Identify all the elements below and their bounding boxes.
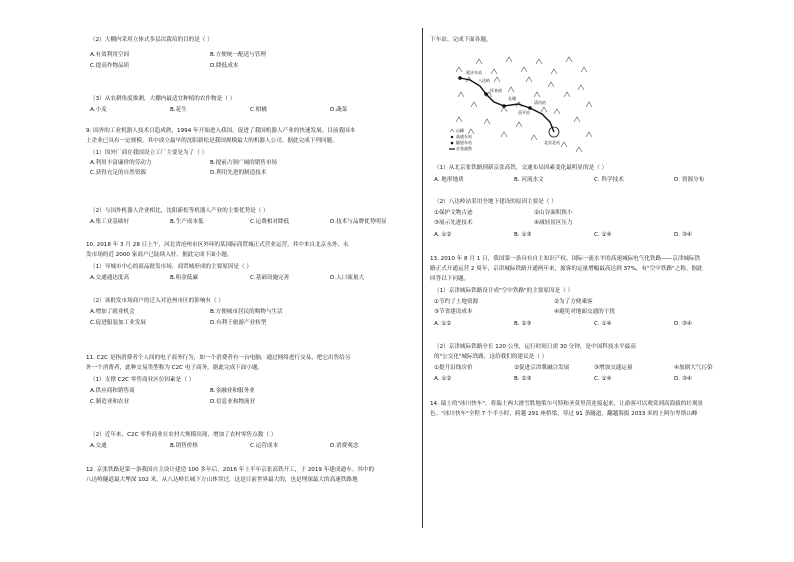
- question-text: （1）从北京张铁路到新京张高铁，交通布局因素变化最明显的是（ ）: [434, 165, 608, 171]
- statement: ①保护文物古迹: [434, 210, 473, 216]
- option: D.人口流量大: [330, 275, 365, 281]
- statement: ④加剧大气污染: [674, 365, 713, 371]
- map-label: 怀来南: [490, 88, 502, 93]
- option: A. 地形地质: [434, 177, 464, 183]
- question-intro: 发市场的近 2000 家商户已陆续入驻。据此完成下面小题。: [86, 252, 233, 258]
- option: B.花生: [170, 107, 187, 113]
- question-text: （1）导城市中心的商品批发市场，商贸城形成的主要原因是（ ）: [90, 264, 252, 270]
- option: D.蔬菜: [330, 107, 348, 113]
- legend-item: 高速车站: [456, 134, 472, 139]
- option: B.方便统一配送与管理: [210, 52, 266, 58]
- question-text: （2）与国外机器人企业相比，沈阳新松等机器人产业的主要优势是（ ）: [90, 208, 269, 214]
- column-divider: [422, 28, 423, 528]
- question-text: （2）八达岭站采用全地下建设的原因主要是（ ）: [434, 199, 557, 205]
- map-label: 昌平站: [518, 110, 530, 115]
- option: C. ①④: [594, 321, 612, 327]
- option: D. ③④: [674, 232, 692, 238]
- option: A. ①②: [434, 232, 452, 238]
- option: C.获得充足的自然资源: [90, 170, 147, 176]
- statement: ①提升沿线房价: [434, 365, 473, 371]
- option: D. ③④: [674, 321, 692, 327]
- question-text: （2）京津城际铁路全长 120 公里，运行时间只需 30 分钟，是中国科技水平最高: [434, 344, 636, 350]
- option: C.柑橘: [250, 107, 267, 113]
- question-text: （2）近年来，C2C 零售商业在农村大规模出现，增加了农村零售点数（ ）: [90, 432, 277, 438]
- option: C. ①④: [594, 376, 612, 382]
- option: D.消费观念: [330, 443, 359, 449]
- left-column: [86, 0, 414, 562]
- option: A.增加了就业机会: [90, 309, 135, 315]
- map-label: 延庆车站: [466, 70, 482, 75]
- option: D.技术与品牌优势明显: [330, 219, 387, 225]
- statement: ②山谷面积狭小: [534, 210, 573, 216]
- question-intro: 八达岭隧道最大埋深 102 米，从八达岭长城下方山体穿过，这是目前世界最大的，也是埋深最大的高速铁路地: [86, 477, 358, 483]
- option: C.促进服装加工业发展: [90, 320, 147, 326]
- statement: ③增加交通运量: [594, 365, 633, 371]
- option: B. ②③: [514, 376, 532, 382]
- option: D.降低成本: [210, 63, 239, 69]
- question-intro: 14. 瑞士的"冰川快车"，将瑞士两大滑雪胜地策尔马特和圣莫里茨连接起来，让游客可以观赏到高海拔的壮观景: [430, 401, 704, 407]
- option: A.交通: [90, 443, 107, 449]
- question-text: （3）从农耕角度推测，大棚内最适宜种植的农作物是（ ）: [90, 96, 236, 102]
- statement: ③展示先进技术: [434, 220, 473, 226]
- question-intro: 9. 国外的工业机器人技术日趋成熟，1994 年开始进入我国，促进了我国机器人产业的快速发展。目前我国本: [86, 128, 356, 134]
- option: C.制造业和农业: [90, 399, 130, 405]
- legend-item: 京张高铁: [456, 146, 472, 151]
- option: C.运费相对降低: [250, 219, 290, 225]
- option: C.运营成本: [250, 443, 279, 449]
- map-label: 长城: [508, 96, 516, 101]
- statement: ②促进京津冀融合发展: [514, 365, 570, 371]
- option: D. 资源分布: [674, 177, 705, 183]
- right-column-questions: [430, 0, 760, 562]
- option: A. ①②: [434, 376, 452, 382]
- question-text: 的"公交化"城际铁路，这给我们的建议是（ ）: [434, 354, 548, 360]
- option: B.租金低廉: [170, 275, 198, 281]
- question-text: （2）大棚内采用立体式多层次栽培的目的是（ ）: [90, 37, 213, 43]
- option: A.交通通达度高: [90, 275, 130, 281]
- option: B.提前占领广阔的销售市场: [210, 160, 278, 166]
- legend-item: 山峰: [456, 128, 464, 133]
- question-intro: 12. 京张铁路是第一条我国自主设计建造 100 多年后，2016 年上半年京张高铁开工，于 2019 年建成通车。其中的: [86, 467, 375, 473]
- statement: ④减轻景区压力: [534, 220, 573, 226]
- option: B.金融业和服务业: [210, 388, 255, 394]
- question-intro: 10. 2018 年 3 月 28 日上午，河北省沧州市区外环的某国际商贸城正式营业运营，其中来自北京永外、永: [86, 242, 349, 248]
- option: A.小麦: [90, 107, 107, 113]
- option: C. 科学技术: [594, 177, 624, 183]
- question-intro: 13. 2010 年 8 月 1 日，我国第一条具有自主知识产权、国际一流水平的高速城际电气化铁路——京津城际铁: [430, 256, 701, 262]
- option: A.供应商和销售商: [90, 388, 135, 394]
- statement: ③节省建设成本: [434, 309, 473, 315]
- map-label: 北京北站: [544, 140, 560, 145]
- option: C.基础设施完善: [250, 275, 290, 281]
- question-intro: 路正式开通运营 2 周年，京津城际铁路开通两年来，旅客的运量增幅最高达到 37%，有"空中铁路"之称。据此: [430, 266, 703, 272]
- option: C.提高作物品质: [90, 63, 130, 69]
- option: B. 河流水文: [514, 177, 544, 183]
- map-label: 清河站: [534, 100, 546, 105]
- statement: ②为了方便乘客: [554, 299, 593, 305]
- option: C. ①④: [594, 232, 612, 238]
- option: B.生产成本低: [170, 219, 204, 225]
- legend-item: 隧道车站: [456, 140, 472, 145]
- option: D.信息业和物流业: [210, 399, 256, 405]
- question-intro: 回答以下问题。: [430, 276, 470, 282]
- option: B.方便城市居民的购物与生活: [210, 309, 283, 315]
- map-label: 八达岭: [478, 78, 490, 83]
- statement: ④避免对地面交通的干扰: [554, 309, 615, 315]
- question-text: （2）该批发市场商户的迁入对沧州市区的影响有（ ）: [90, 298, 224, 304]
- option: D.有利于旅游产业转型: [210, 320, 267, 326]
- option: A.利用丰富廉价的劳动力: [90, 160, 152, 166]
- option: D.利用先进的制造技术: [210, 170, 267, 176]
- option: A.集工业基础好: [90, 219, 130, 225]
- statement: ①节约了土地资源: [434, 299, 479, 305]
- option: B. ②③: [514, 321, 532, 327]
- question-text: （1）支撑 C2C 零售商业区位因素是（ ）: [90, 377, 195, 383]
- option: A. ①②: [434, 321, 452, 327]
- question-text: （1）京津城际铁路设计成"空中铁路"的主要原因是（ ）: [434, 288, 574, 294]
- option: B. ①③: [514, 232, 532, 238]
- option: B.销售价格: [170, 443, 198, 449]
- option: D. ③④: [674, 376, 692, 382]
- question-text: （1）国外厂商在我国设立工厂主要是为了（ ）: [90, 150, 208, 156]
- question-intro: 下车站。完成下面各题。: [430, 37, 492, 43]
- question-intro: 外一个消费者，此种交易类型称为 C2C 电子商务。据此完成下面小题。: [86, 365, 264, 371]
- question-intro: 土企业已具有一定规模，其中成立最早的沈阳新松是我国规模最大的机器人公司。据此完成下列问题。: [86, 138, 338, 144]
- question-intro: 11. C2C 是指消费者个人间的电子商务行为，如一个消费者有一台电脑，通过网络进行交易，把它出售给另: [86, 355, 351, 361]
- option: A.有效利用空间: [90, 52, 130, 58]
- question-intro: 色。"冰川快车"全程 7 个半小时，跨越 291 座桥梁，穿过 91 条隧道，翻越海拔 2033 米的上阿尔卑斯山峰: [430, 411, 698, 417]
